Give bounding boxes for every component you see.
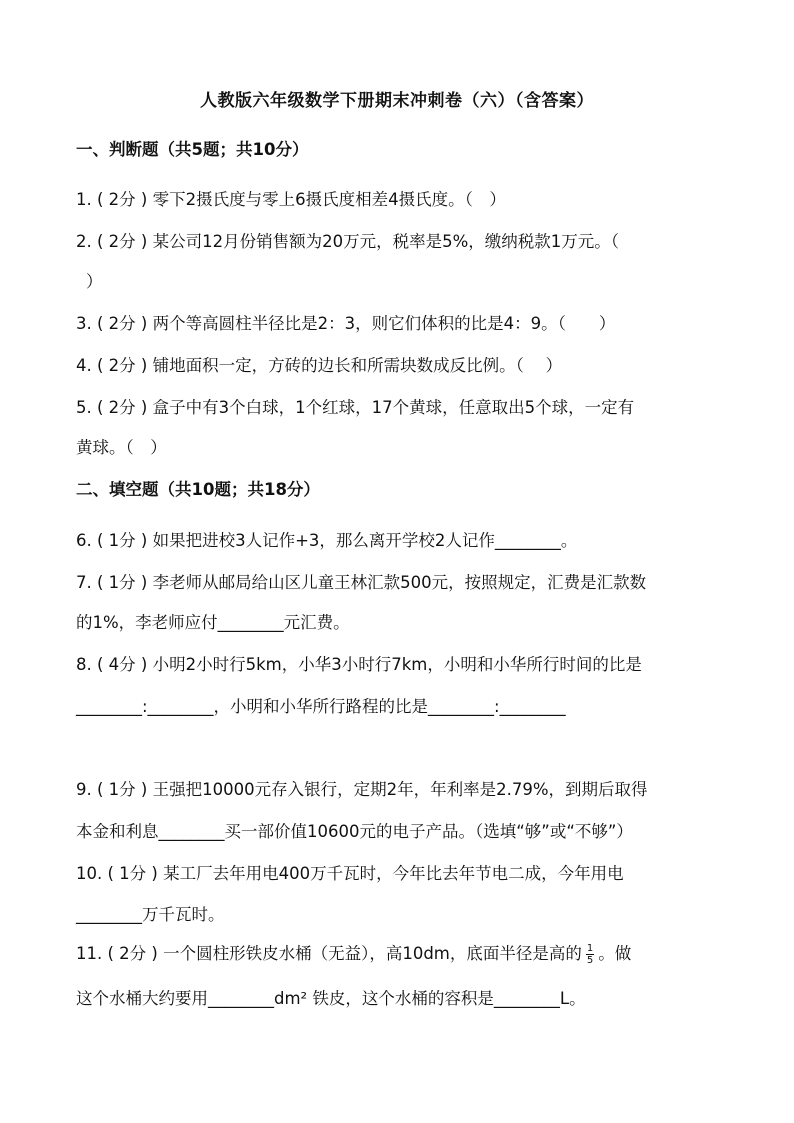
- fraction-numerator: 1: [586, 943, 594, 954]
- question-6: 6. ( 1分 ) 如果把进校3人记作+3，那么离开学校2人记作________。: [76, 531, 578, 550]
- question-10-line-1: 10. ( 1分 ) 某工厂去年用电400万千瓦时，今年比去年节电二成，今年用电: [76, 864, 624, 883]
- question-9-line-1: 9. ( 1分 ) 王强把10000元存入银行，定期2年，年利率是2.79%，到期后取得: [76, 780, 648, 799]
- question-11-text-before-fraction: 11. ( 2分 ) 一个圆柱形铁皮水桶（无益），高10dm，底面半径是高的: [76, 944, 582, 963]
- question-11-line-1: [76, 940, 631, 966]
- fraction-one-fifth: [586, 943, 594, 966]
- exam-title: 人教版六年级数学下册期末冲刺卷（六）（含答案）: [200, 91, 594, 111]
- question-11-text-after-fraction: 。做: [598, 944, 632, 963]
- question-7-line-1: 7. ( 1分 ) 李老师从邮局给山区儿童王林汇款500元，按照规定，汇费是汇款数: [76, 573, 647, 592]
- section-fill-in: 二、填空题（共10题；共18分）: [76, 480, 320, 499]
- question-11-line-2: 这个水桶大约要用________dm² 铁皮，这个水桶的容积是________L。: [76, 989, 586, 1008]
- question-1: 1. ( 2分 ) 零下2摄氏度与零上6摄氏度相差4摄氏度。（ ）: [76, 190, 506, 209]
- fraction-denominator: 5: [586, 955, 594, 966]
- question-8-line-2: ________:________，小明和小华所行路程的比是________:________: [76, 697, 566, 716]
- question-2-line-2: ）: [86, 272, 103, 291]
- question-7-line-2: 的1%，李老师应付________元汇费。: [76, 613, 350, 632]
- question-3: 3. ( 2分 ) 两个等高圆柱半径比是2：3，则它们体积的比是4：9。（ ）: [76, 314, 616, 333]
- section-judgement: 一、判断题（共5题；共10分）: [76, 140, 309, 159]
- question-2-line-1: 2. ( 2分 ) 某公司12月份销售额为20万元，税率是5%，缴纳税款1万元。（: [76, 232, 620, 251]
- question-8-line-1: 8. ( 4分 ) 小明2小时行5km，小华3小时行7km，小明和小华所行时间的比是: [76, 655, 642, 674]
- question-4: 4. ( 2分 ) 铺地面积一定，方砖的边长和所需块数成反比例。（ ）: [76, 356, 563, 375]
- question-9-line-2: 本金和利息________买一部价值10600元的电子产品。（选填“够”或“不够”）: [76, 822, 633, 841]
- question-10-line-2: ________万千瓦时。: [76, 905, 225, 924]
- question-5-line-1: 5. ( 2分 ) 盒子中有3个白球，1个红球，17个黄球，任意取出5个球，一定有: [76, 398, 635, 417]
- question-5-line-2: 黄球。（ ）: [76, 438, 167, 457]
